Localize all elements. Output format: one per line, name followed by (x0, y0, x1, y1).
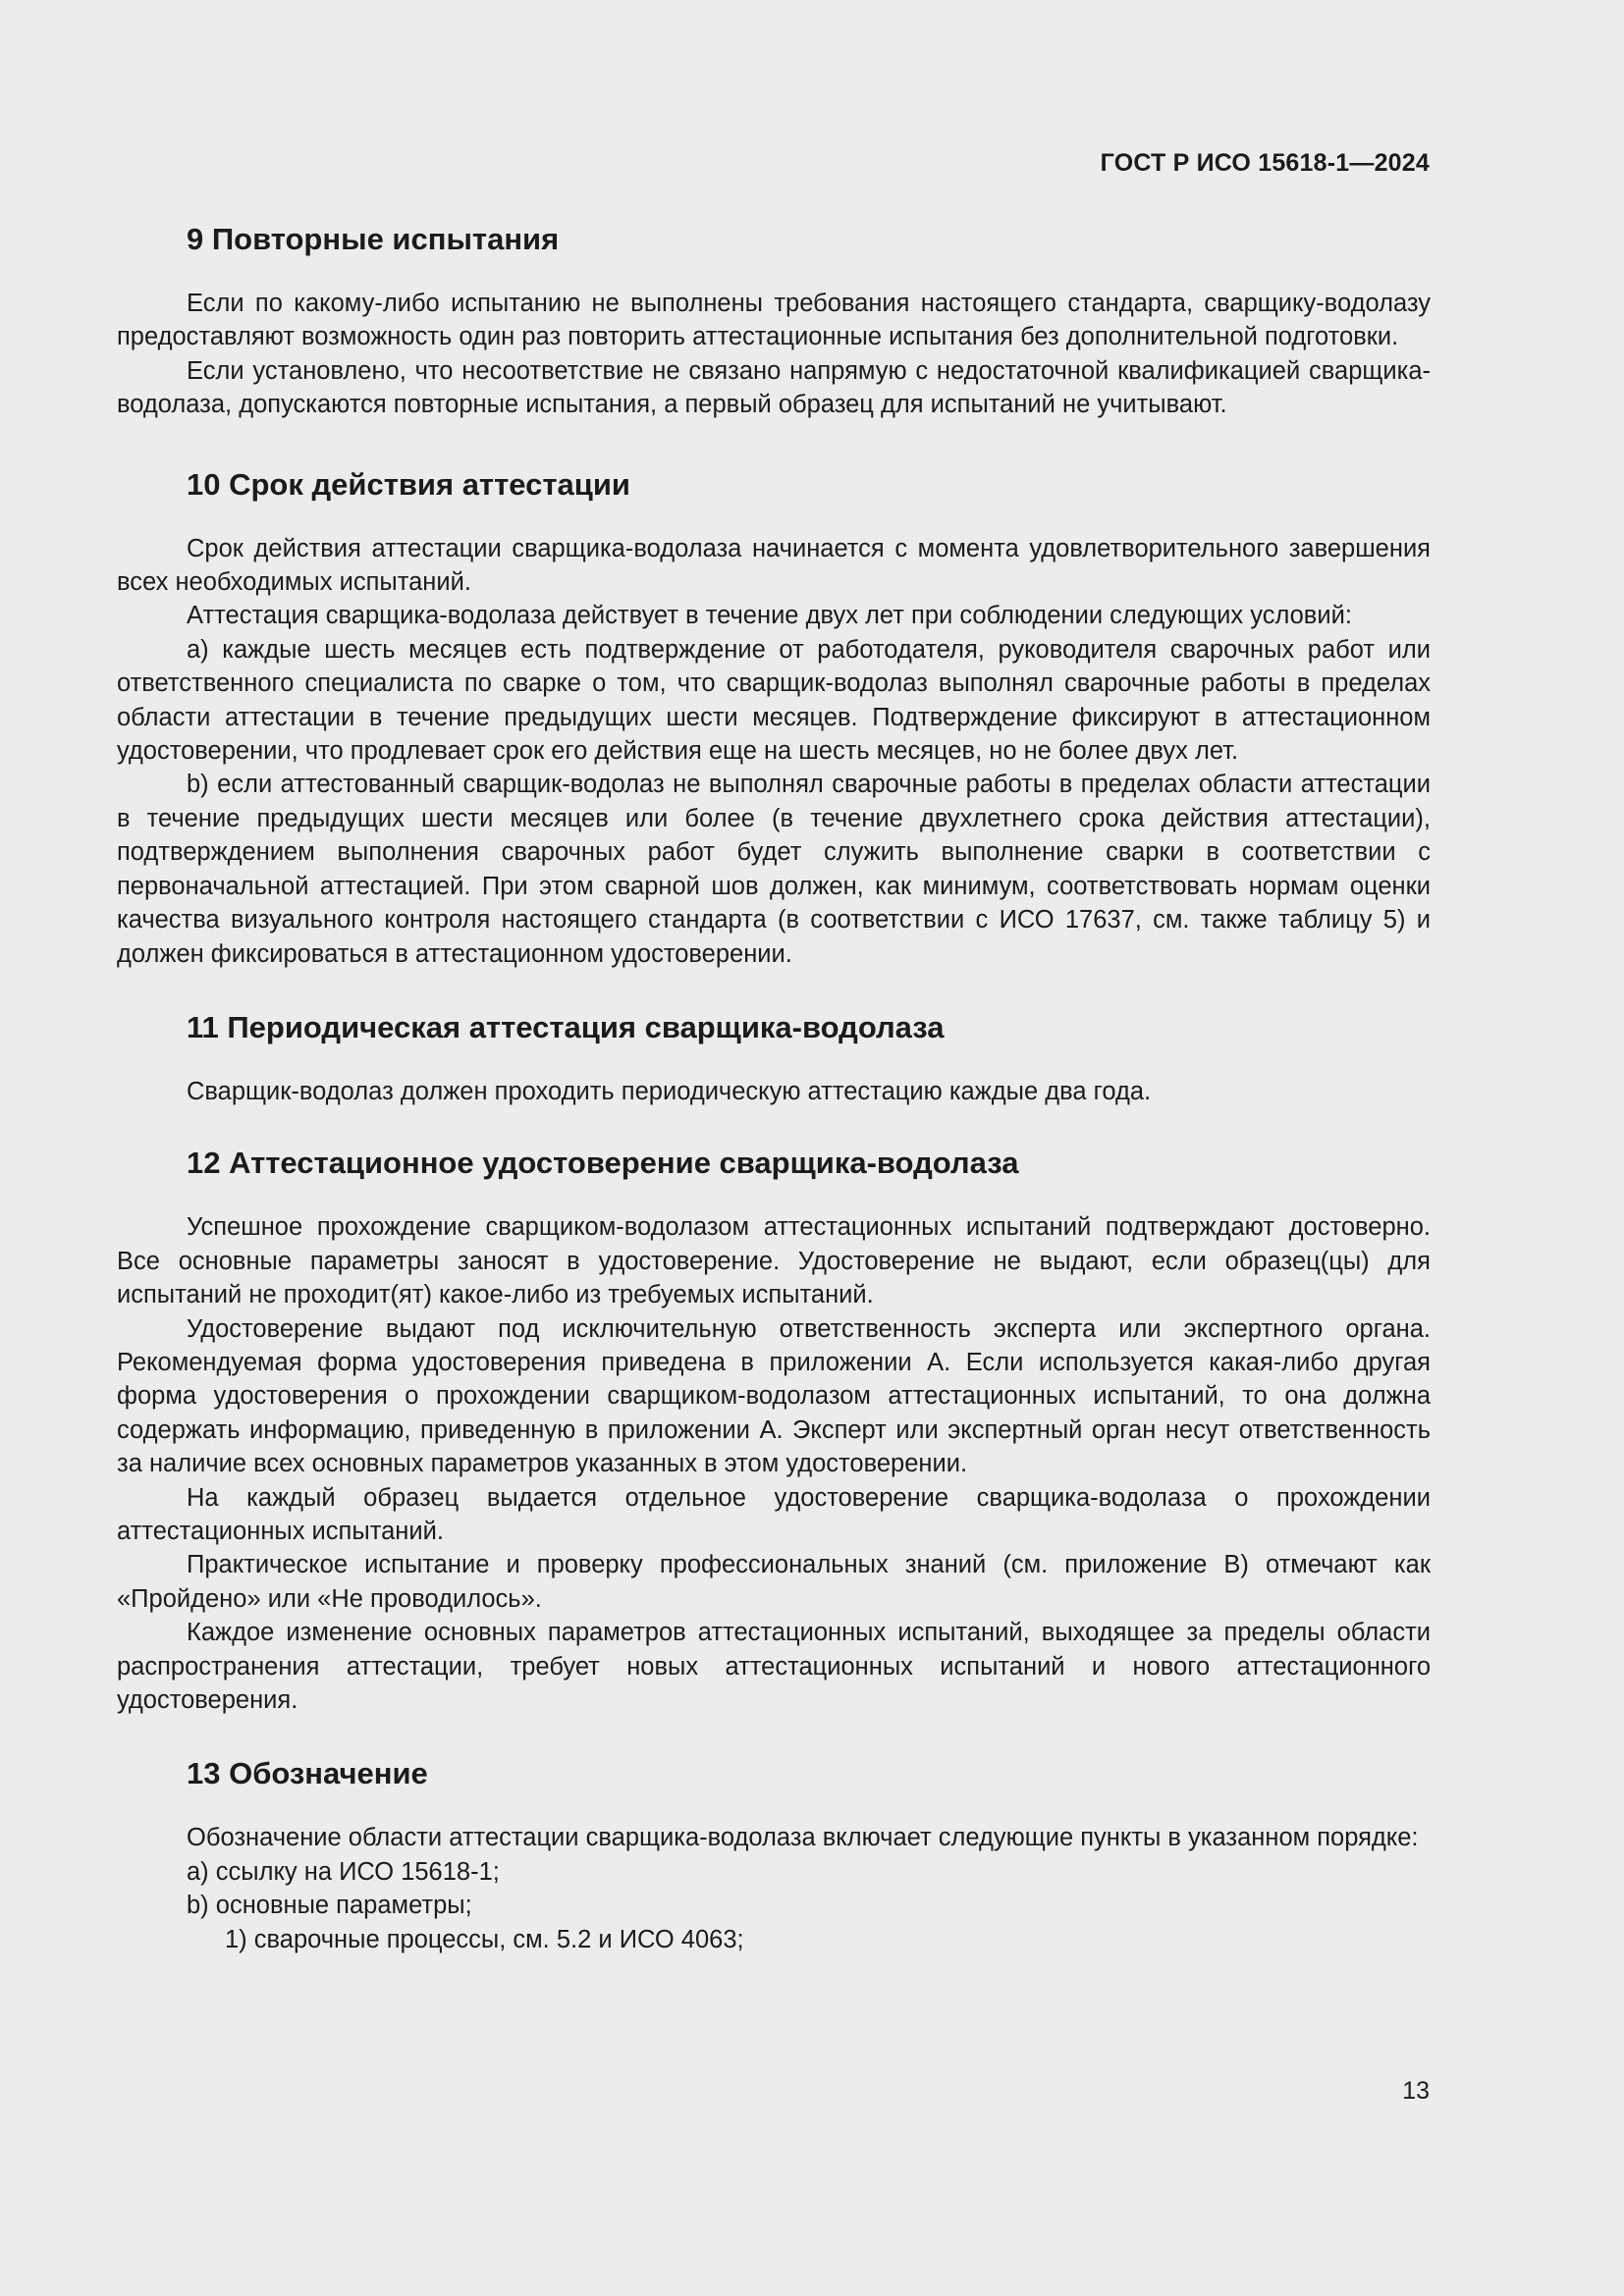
section-title: 13 Обозначение (187, 1756, 428, 1791)
document-code-header: ГОСТ Р ИСО 15618-1—2024 (1100, 149, 1430, 177)
section-12 (117, 1144, 1431, 1717)
list-item: b) если аттестованный сварщик-водолаз не выполнял сварочные работы в пределах области аттестации в течение предыдущих шести месяцев или более (в течение двухлетнего срока действия аттестации), подтверждением выполнения сварочных работ будет служить выполнение сварки в соответствии с первоначальной аттестацией. При этом сварной шов должен, как минимум, соответствовать нормам оценки качества визуального контроля настоящего стандарта (в соответствии с ИСО 17637, см. также таблицу 5) и должен фиксироваться в аттестационном удостоверении. (117, 771, 1431, 968)
paragraph: Успешное прохождение сварщиком-водолазом аттестационных испытаний подтверждают достоверно. Все основные параметры заносят в удостоверение. Удостоверение не выдают, если образец(цы) для испытаний не проходит(ят) какое-либо из требуемых испытаний. (117, 1213, 1431, 1309)
paragraph: Удостоверение выдают под исключительную ответственность эксперта или экспертного органа. Рекомендуемая форма удостоверения приведена в приложении А. Если используется какая-либо другая форма удостоверения о прохождении сварщиком-водолазом аттестационных испытаний, то она должна содержать информацию, приведенную в приложении А. Эксперт или экспертный орган несут ответственность за наличие всех основных параметров указанных в этом удостоверении. (117, 1314, 1431, 1478)
paragraph: Если по какому-либо испытанию не выполнены требования настоящего стандарта, сварщику-водолазу предоставляют возможность один раз повторить аттестационные испытания без дополнительной подготовки. (117, 290, 1431, 351)
section-11 (117, 1008, 1431, 1108)
paragraph: Практическое испытание и проверку профессиональных знаний (см. приложение В) отмечают как «Пройдено» или «Не проводилось». (117, 1551, 1431, 1613)
sub-list-item: 1) сварочные процессы, см. 5.2 и ИСО 4063; (225, 1925, 744, 1953)
list-item: b) основные параметры; (187, 1892, 472, 1920)
section-13 (117, 1754, 1431, 1956)
paragraph: Сварщик-водолаз должен проходить периодическую аттестацию каждые два года. (187, 1077, 1152, 1105)
section-title: 12 Аттестационное удостоверение сварщика-водолаза (187, 1146, 1019, 1181)
paragraph: Срок действия аттестации сварщика-водолаза начинается с момента удовлетворительного завершения всех необходимых испытаний. (117, 534, 1431, 597)
section-9 (117, 220, 1431, 422)
document-body (117, 220, 1431, 1956)
section-title: 11 Периодическая аттестация сварщика-водолаза (187, 1009, 945, 1044)
paragraph: На каждый образец выдается отдельное удостоверение сварщика-водолаза о прохождении аттестационных испытаний. (117, 1483, 1431, 1545)
paragraph: Каждое изменение основных параметров аттестационных испытаний, выходящее за пределы области распространения аттестации, требует новых аттестационных испытаний и нового аттестационного удостоверения. (117, 1619, 1431, 1714)
list-item: a) каждые шесть месяцев есть подтверждение от работодателя, руководителя сварочных работ или ответственного специалиста по сварке о том, что сварщик-водолаз выполнял сварочные работы в пределах области аттестации в течение предыдущих шести месяцев. Подтверждение фиксируют в аттестационном удостоверении, что продлевает срок его действия еще на шесть месяцев, но не более двух лет. (117, 635, 1431, 766)
page-number: 13 (1402, 2077, 1430, 2105)
section-title: 9 Повторные испытания (187, 222, 560, 256)
section-title: 10 Срок действия аттестации (187, 466, 630, 502)
paragraph: Аттестация сварщика-водолаза действует в течение двух лет при соблюдении следующих условий: (187, 602, 1352, 630)
paragraph: Если установлено, что несоответствие не связано напрямую с недостаточной квалификацией сварщика-водолаза, допускаются повторные испытания, а первый образец для испытаний не учитывают. (117, 356, 1431, 419)
list-item: a) ссылку на ИСО 15618-1; (187, 1857, 500, 1886)
section-10 (117, 465, 1431, 971)
paragraph: Обозначение области аттестации сварщика-водолаза включает следующие пункты в указанном порядке: (187, 1824, 1419, 1852)
